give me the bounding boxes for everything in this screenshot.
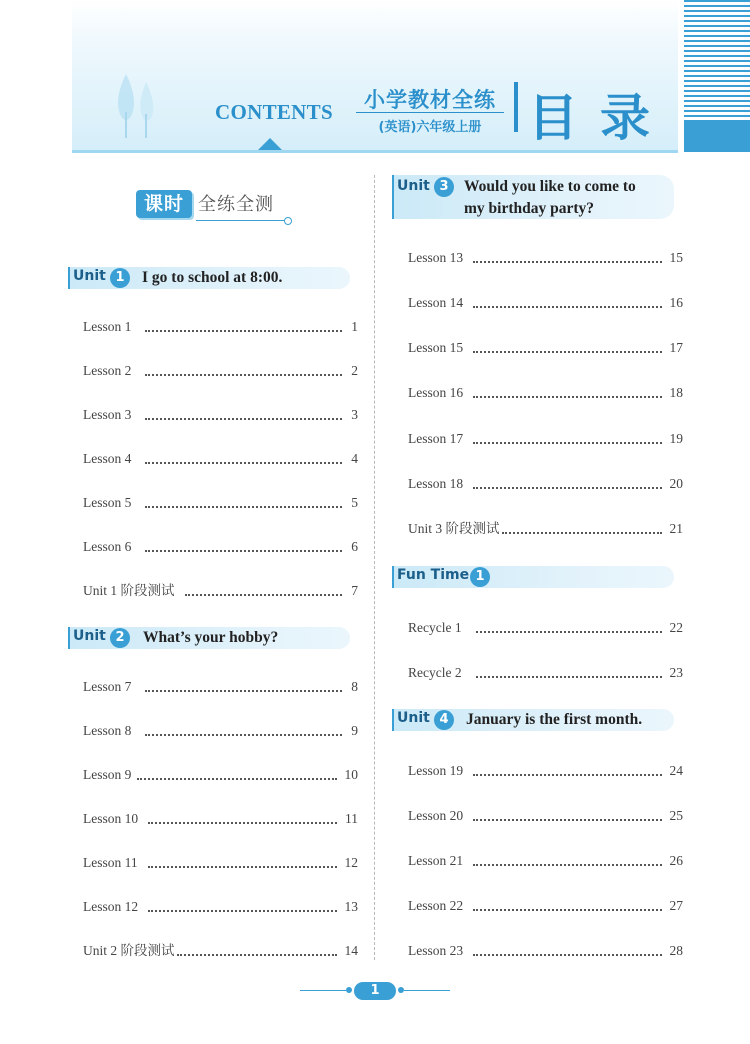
section-badge [136,188,288,222]
toc-label: Lesson 8 [83,723,132,738]
toc-page: 23 [669,665,683,680]
toc-label: Lesson 15 [408,340,464,355]
toc-page: 14 [344,943,358,958]
toc-row[interactable] [408,896,683,914]
toc-row[interactable] [408,293,683,311]
unit-word: Unit [73,268,106,284]
toc-row[interactable] [408,519,683,537]
toc-page: 1 [351,319,358,334]
toc-leader [145,462,342,464]
unit-number-badge: 1 [110,268,130,288]
toc-page: 13 [344,899,358,914]
toc-leader [473,819,661,821]
toc-label: Lesson 12 [83,899,139,914]
toc-page: 24 [669,763,683,778]
unit-1-header [68,267,350,289]
section-badge-underline [196,220,288,221]
edge-stripes [684,0,750,122]
toc-page: 19 [669,431,683,446]
fun-time-header [392,566,674,588]
toc-label: Lesson 18 [408,476,464,491]
toc-label: Unit 3 阶段测试 [408,521,500,536]
fun-time-number-badge: 1 [470,567,490,587]
fun-time-word: Fun Time [397,567,470,583]
toc-leader [145,690,342,692]
toc-row[interactable] [408,383,683,401]
toc-page: 10 [344,767,358,782]
unit-title-line-2: my birthday party? [464,200,595,217]
toc-leader [145,734,342,736]
toc-page: 3 [351,407,358,422]
toc-leader [145,506,342,508]
toc-leader [145,550,342,552]
toc-label: Lesson 13 [408,250,464,265]
toc-leader [473,954,661,956]
toc-row[interactable] [408,248,683,266]
toc-label: Lesson 17 [408,431,464,446]
footer-rule-left [300,990,346,991]
toc-label: Lesson 11 [83,855,138,870]
toc-leader [148,822,337,824]
toc-leader [473,351,661,353]
footer-rule-right [404,990,450,991]
unit-title: I go to school at 8:00. [142,269,283,286]
header-notch-marker [258,138,282,150]
toc-leader [473,487,661,489]
toc-row[interactable] [408,851,683,869]
toc-label: Lesson 19 [408,763,464,778]
toc-row[interactable] [83,677,358,695]
toc-label: Recycle 2 [408,665,462,680]
column-divider [374,175,375,960]
toc-page: 6 [351,539,358,554]
book-subtitle: (英语)六年级上册 [378,120,482,135]
toc-label: Lesson 20 [408,808,464,823]
toc-row[interactable] [83,853,358,871]
toc-page: 17 [669,340,683,355]
toc-label: Lesson 22 [408,898,464,913]
toc-leader [145,418,342,420]
toc-label: Lesson 10 [83,811,139,826]
toc-page: 28 [669,943,683,958]
toc-label: Lesson 3 [83,407,132,422]
unit-word: Unit [397,710,430,726]
toc-row[interactable] [408,429,683,447]
header-vertical-bar [514,82,518,132]
toc-leader [177,954,337,956]
toc-page: 2 [351,363,358,378]
toc-page: 8 [351,679,358,694]
toc-row[interactable] [408,941,683,959]
toc-page: 4 [351,451,358,466]
toc-leader [473,442,661,444]
toc-label: Lesson 14 [408,295,464,310]
page-number: 1 [354,982,396,1000]
toc-row[interactable] [408,338,683,356]
toc-row[interactable] [408,806,683,824]
unit-title: January is the first month. [466,711,643,728]
toc-page: 20 [669,476,683,491]
toc-leader [473,864,661,866]
toc-page: 21 [669,521,683,536]
toc-row[interactable] [83,317,358,335]
contents-heading: CONTENTS [215,100,333,124]
toc-page: 11 [345,811,358,826]
unit-word: Unit [397,178,430,194]
unit-3-header [392,175,674,219]
toc-page: 12 [344,855,358,870]
toc-page: 16 [669,295,683,310]
toc-label: Lesson 6 [83,539,132,554]
toc-label: Lesson 23 [408,943,464,958]
toc-row[interactable] [83,449,358,467]
toc-leader [473,774,661,776]
unit-number-badge: 4 [434,710,454,730]
toc-row[interactable] [83,765,358,783]
toc-row[interactable] [408,761,683,779]
toc-page: 5 [351,495,358,510]
toc-leader [473,396,661,398]
toc-row[interactable] [408,663,683,681]
toc-row[interactable] [408,618,683,636]
section-badge-main: 课时 [136,190,192,218]
mulu-heading: 目录 [528,89,672,147]
unit-title: What’s your hobby? [143,629,279,646]
toc-row[interactable] [83,537,358,555]
unit-number-badge: 2 [110,628,130,648]
toc-row[interactable] [83,721,358,739]
toc-label: Recycle 1 [408,620,462,635]
toc-label: Lesson 7 [83,679,132,694]
toc-leader [145,374,342,376]
section-badge-sub: 全练全测 [198,194,274,215]
toc-leader [148,866,337,868]
toc-row[interactable] [83,405,358,423]
tree-illustration-icon [110,68,170,140]
toc-label: Lesson 21 [408,853,464,868]
toc-row[interactable] [83,581,358,599]
toc-page: 25 [669,808,683,823]
toc-label: Unit 1 阶段测试 [83,583,175,598]
toc-leader [476,676,662,678]
toc-leader [473,261,661,263]
toc-label: Lesson 16 [408,385,464,400]
toc-page: 27 [669,898,683,913]
toc-row[interactable] [83,941,358,959]
toc-row[interactable] [83,493,358,511]
toc-row[interactable] [83,809,358,827]
toc-leader [502,532,662,534]
toc-label: Unit 2 阶段测试 [83,943,175,958]
section-badge-dot-icon [284,217,292,225]
toc-page: 22 [669,620,683,635]
unit-title-line-1: Would you like to come to [464,178,636,195]
toc-label: Lesson 1 [83,319,132,334]
unit-word: Unit [73,628,106,644]
toc-leader [473,306,661,308]
toc-leader [476,631,662,633]
toc-row[interactable] [83,361,358,379]
toc-label: Lesson 9 [83,767,132,782]
edge-stripe-block [684,122,750,152]
header-rule [72,150,678,153]
toc-label: Lesson 5 [83,495,132,510]
unit-4-header [392,709,674,731]
toc-label: Lesson 2 [83,363,132,378]
toc-leader [137,778,336,780]
toc-leader [148,910,336,912]
toc-leader [145,330,342,332]
toc-row[interactable] [408,474,683,492]
toc-leader [473,909,661,911]
book-title: 小学教材全练 [364,88,496,112]
toc-row[interactable] [83,897,358,915]
toc-page: 26 [669,853,683,868]
toc-page: 15 [669,250,683,265]
toc-label: Lesson 4 [83,451,132,466]
toc-page: 18 [669,385,683,400]
book-title-rule [356,112,504,113]
unit-2-header [68,627,350,649]
toc-page: 7 [351,583,358,598]
toc-leader [185,594,342,596]
unit-number-badge: 3 [434,177,454,197]
toc-page: 9 [351,723,358,738]
